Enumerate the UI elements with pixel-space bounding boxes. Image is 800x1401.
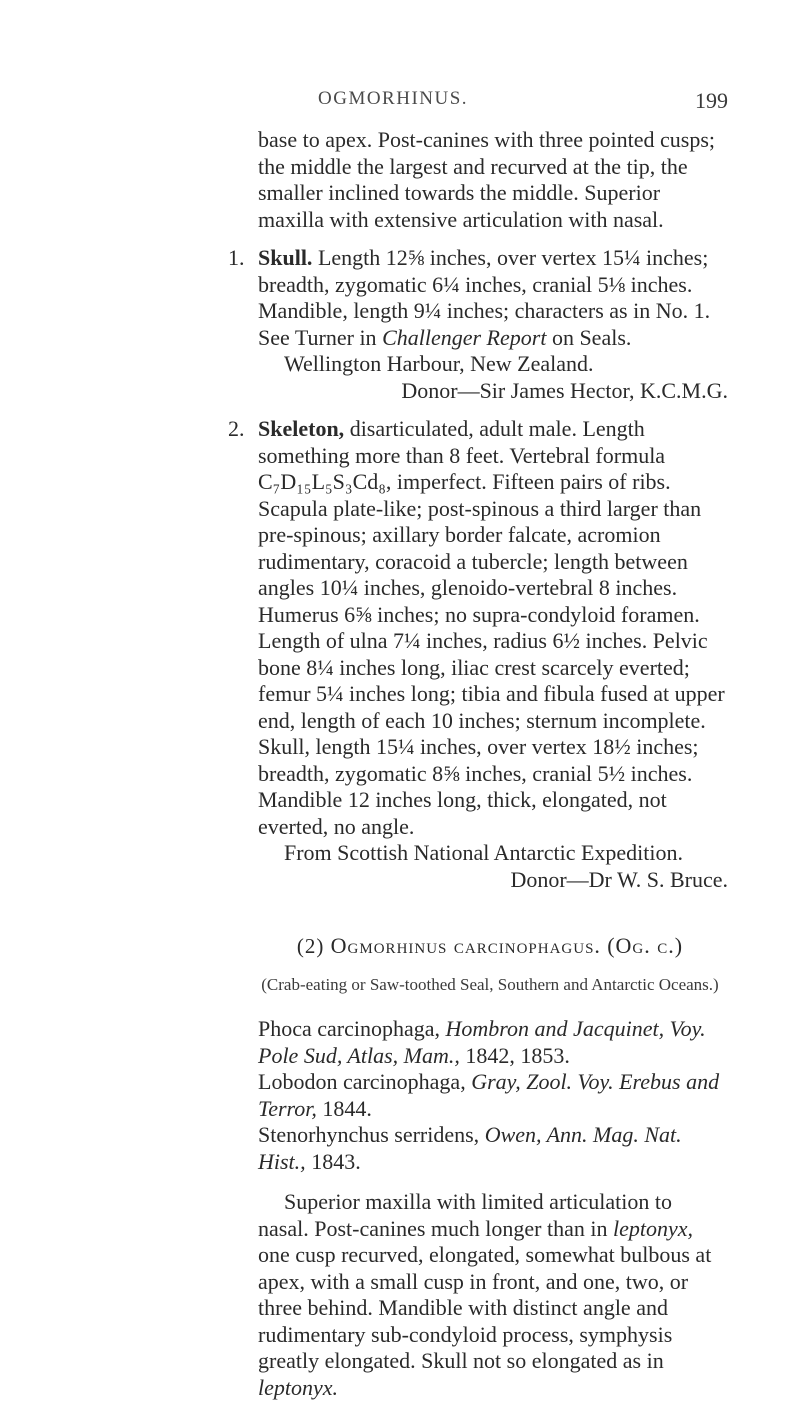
section-title xyxy=(220,933,760,960)
description-italic-1: leptonyx, xyxy=(612,1215,694,1241)
species-name: Ogmorhinus carcinophagus. xyxy=(330,933,601,958)
entry-donor: Donor—Sir James Hector, K.C.M.G. xyxy=(401,377,728,403)
synonym-item xyxy=(0,1069,800,1122)
synonymy-list xyxy=(0,1016,800,1175)
section-subtitle: (Crab-eating or Saw-toothed Seal, Southern and Antarctic Oceans.) xyxy=(261,974,719,994)
synonym-authority: Owen, Ann. Mag. Nat. Hist., xyxy=(258,1122,682,1174)
entry-number: 1. xyxy=(228,245,245,270)
page-number: 199 xyxy=(695,88,728,113)
entry-heading: Skeleton, xyxy=(258,416,345,441)
synonym-authority: Hombron and Jacquinet, Voy. Pole Sud, Atlas, Mam., xyxy=(258,1016,706,1068)
specimen-entry-1 xyxy=(0,245,800,351)
description-part-1: Superior maxilla with limited articulation to nasal. Post-canines much longer than in xyxy=(258,1189,672,1241)
entry-text xyxy=(258,416,728,840)
synonym-year: 1844. xyxy=(322,1095,372,1121)
entry-reference-tail: on Seals. xyxy=(551,324,632,350)
synonym-name: Lobodon carcinophaga, xyxy=(258,1069,466,1094)
entry-heading: Skull. xyxy=(258,245,313,270)
entry-description: disarticulated, adult male. Length something more than 8 feet. Vertebral formula C₇D₁₅L₅S₃Cd₈, imperfect. Fifteen pairs of ribs. Scapula plate-like; post-spinous a third larger than pre-spinous; axillary border falcate, acromion rudimentary, coracoid a tubercle; length between angles 10¼ inches, glenoido-vertebral 8 inches. Humerus 6⅝ inches; no supra-condyloid foramen. Length of ulna 7¼ inches, radius 6½ inches. Pelvic bone 8¼ inches long, iliac crest scarcely everted; femur 5¼ inches long; tibia and fibula fused at upper end, length of each 10 inches; sternum incomplete. Skull, length 15¼ inches, over vertex 18½ inches; breadth, zygomatic 8⅝ inches, cranial 5½ inches. Mandible 12 inches long, thick, elongated, not everted, no angle. xyxy=(258,416,725,839)
entry-locality: From Scottish National Antarctic Expedition. xyxy=(284,840,683,865)
entry-locality: Wellington Harbour, New Zealand. xyxy=(284,351,594,376)
description-part-2: one cusp recurved, elongated, somewhat bulbous at apex, with a small cusp in front, and one, two, or three behind. Mandible with distinct angle and rudimentary sub-condyloid process, symphysis greatly elongated. Skull not so elongated as in xyxy=(258,1242,712,1373)
entry-number: 2. xyxy=(228,416,245,441)
section-number: (2) xyxy=(296,934,325,958)
synonym-name: Phoca carcinophaga, xyxy=(258,1016,441,1041)
species-abbrev: (Og. c.) xyxy=(607,933,684,958)
description-italic-2: leptonyx. xyxy=(258,1374,339,1400)
synonym-year: 1843. xyxy=(311,1148,361,1174)
entry-description: Length 12⅝ inches, over vertex 15¼ inches; breadth, zygomatic 6¼ inches, cranial 5⅛ inches. Mandible, length 9¼ inches; characters as in No. 1. See Turner in xyxy=(258,245,711,350)
synonym-name: Stenorhynchus serridens, xyxy=(258,1122,480,1147)
synonym-year: 1842, 1853. xyxy=(465,1042,570,1068)
page-header xyxy=(258,88,728,118)
synonym-item xyxy=(0,1016,800,1069)
specimen-entry-2 xyxy=(0,416,800,840)
intro-paragraph: base to apex. Post-canines with three pointed cusps; the middle the largest and recurved at the tip, the smaller inclined towards the middle. Superior maxilla with extensive articulation with nasal. xyxy=(258,127,716,232)
synonym-item xyxy=(0,1122,800,1175)
running-head: OGMORHINUS. xyxy=(318,88,469,109)
entry-donor: Donor—Dr W. S. Bruce. xyxy=(510,866,728,892)
species-description xyxy=(0,1189,800,1401)
synonym-authority: Gray, Zool. Voy. Erebus and Terror, xyxy=(258,1069,720,1121)
entry-reference: Challenger Report xyxy=(382,324,547,350)
entry-text xyxy=(258,245,728,351)
page-body xyxy=(0,127,800,1401)
